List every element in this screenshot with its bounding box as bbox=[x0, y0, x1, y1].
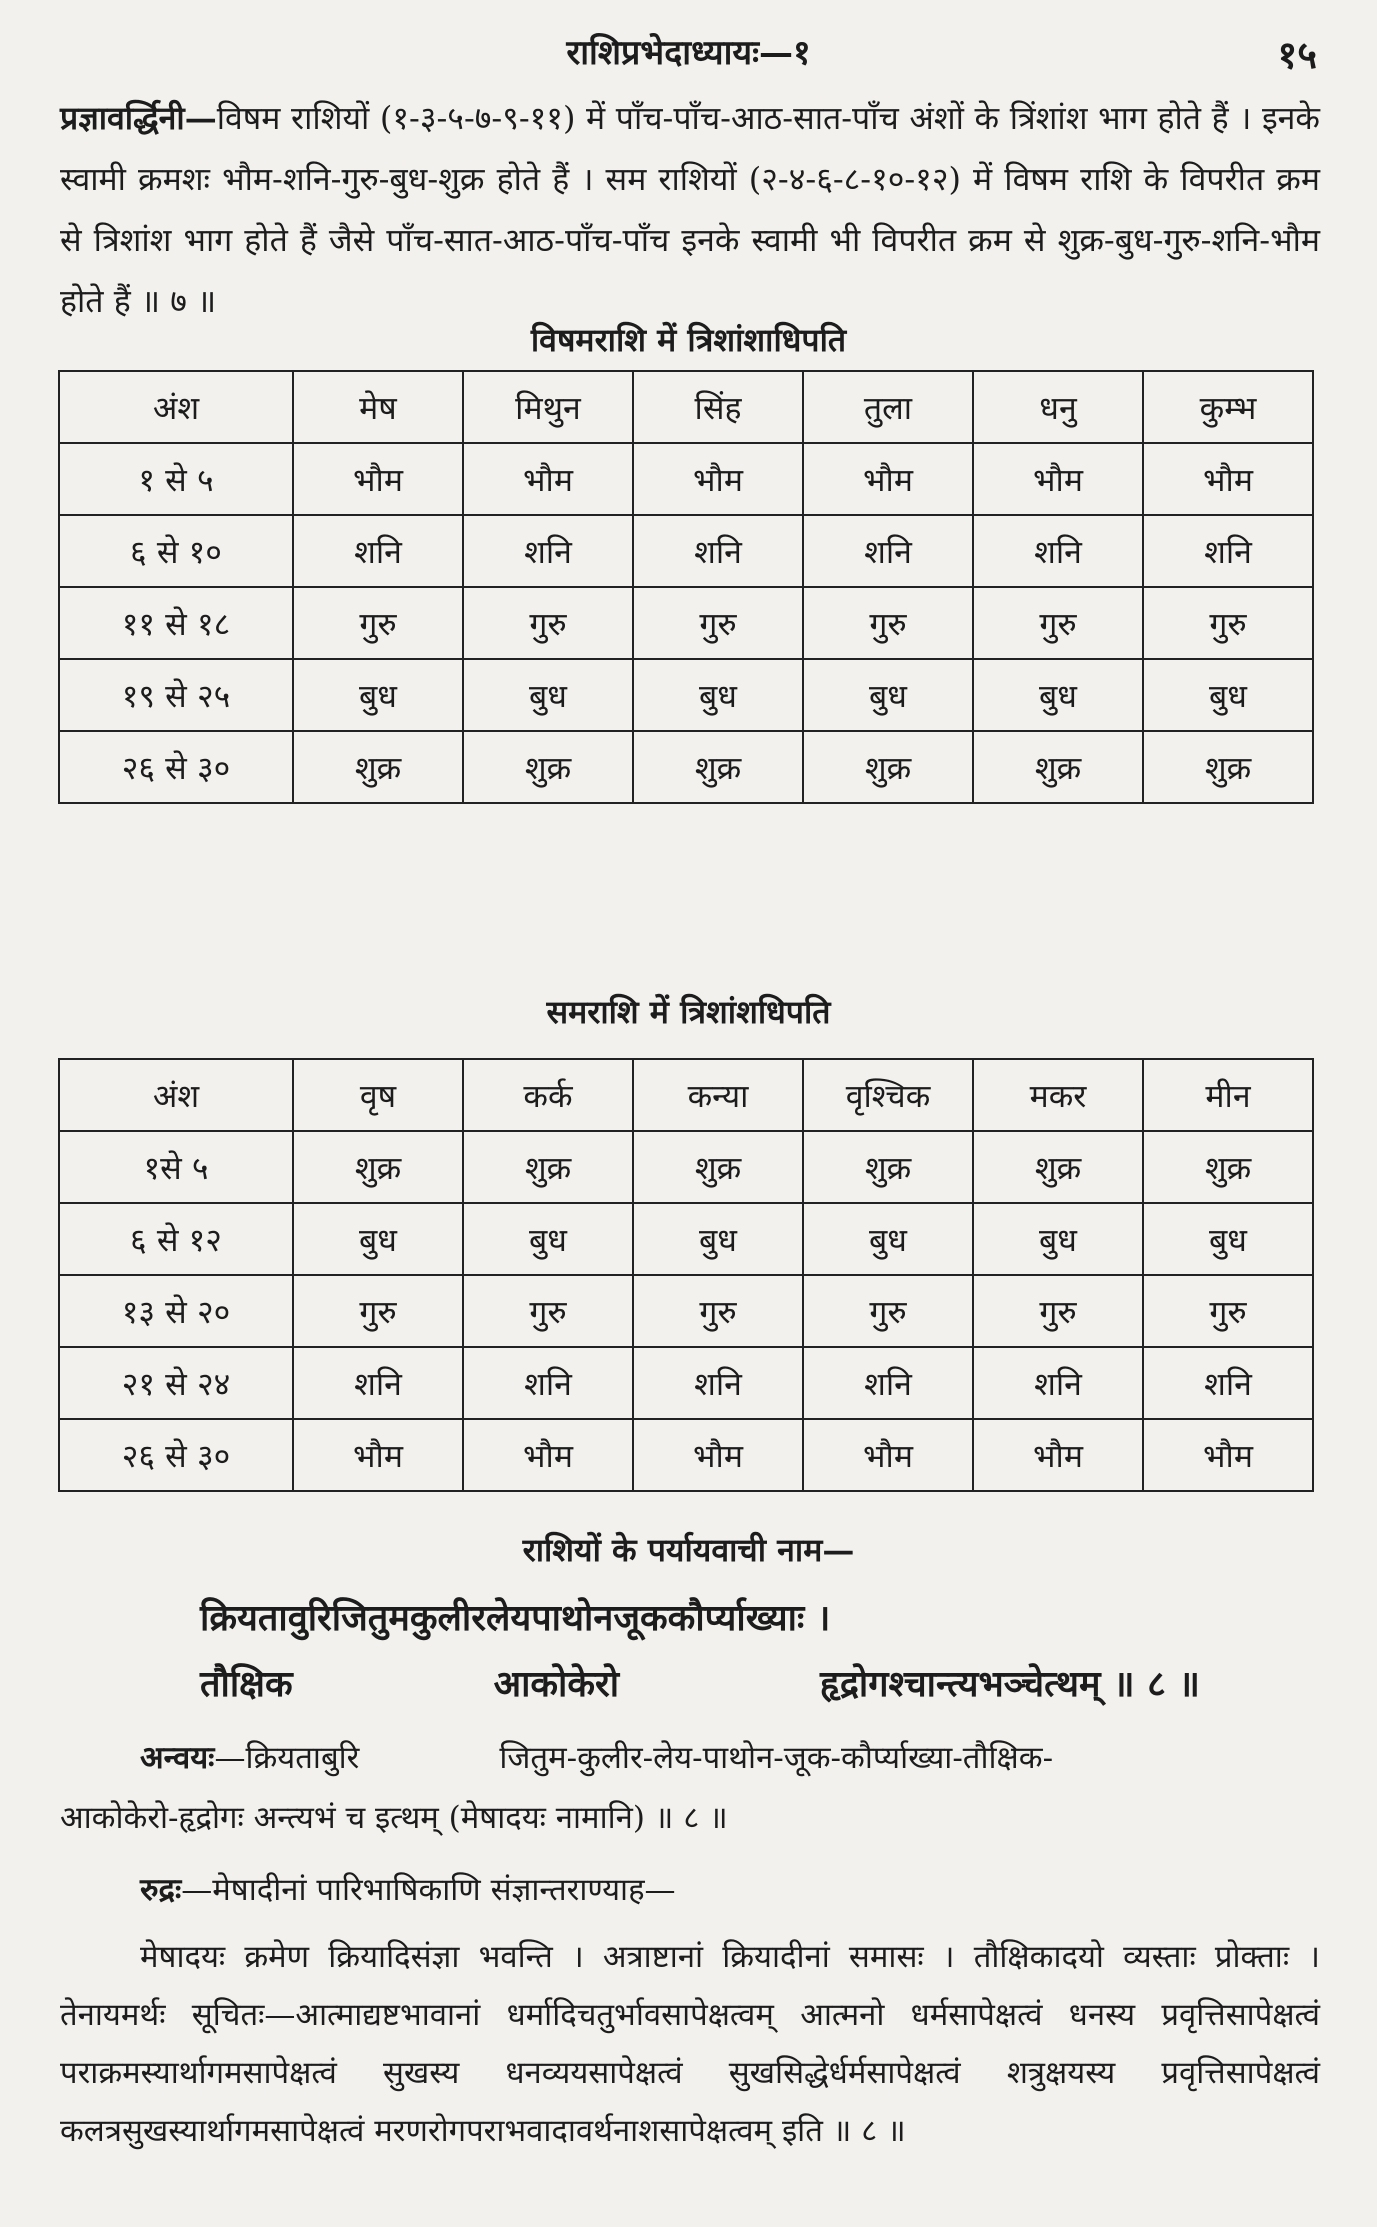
rudra-intro-text: —मेषादीनां पारिभाषिकाणि संज्ञान्तराण्याह— bbox=[181, 1872, 676, 1908]
rudra-text: मेषादयः क्रमेण क्रियादिसंज्ञा भवन्ति । अत्राष्टानां क्रियादीनां समासः । तौक्षिकादयो व्यस्ताः प्रोक्ताः । तेनायमर्थः सूचितः—आत्माद्यष्टभावानां धर्मादिचतुर्भावसापेक्षत्वम् आत्मनो धर्मसापेक्षत्वं धनस्य प्रवृत्तिसापेक्षत्वं पराक्रमस्यार्थागमसापेक्षत्वं सुखस्य धनव्ययसापेक्षत्वं सुखसिद्धेर्धर्मसापेक्षत्वं शत्रुक्षयस्य प्रवृत्तिसापेक्षत्वं कलत्रसुखस्यार्थागमसापेक्षत्वं मरणरोगपराभवादावर्थनाशसापेक्षत्वम् इति ॥ ८ ॥ bbox=[60, 1939, 1320, 2149]
table-cell: शुक्र bbox=[293, 1131, 463, 1203]
table-header-cell: मिथुन bbox=[463, 371, 633, 443]
table-cell: शनि bbox=[973, 515, 1143, 587]
table-cell: गुरु bbox=[973, 587, 1143, 659]
rudra-intro bbox=[140, 1860, 1320, 1920]
table-cell: भौम bbox=[803, 1419, 973, 1491]
table-cell: बुध bbox=[1143, 1203, 1313, 1275]
table-header-cell: वृष bbox=[293, 1059, 463, 1131]
verse-word: आकोकेरो bbox=[493, 1663, 620, 1705]
table-row bbox=[59, 1419, 1313, 1491]
sanskrit-verse bbox=[200, 1585, 1200, 1717]
table-cell: भौम bbox=[973, 443, 1143, 515]
table-header-row bbox=[59, 1059, 1313, 1131]
odd-sign-trimshamsha-table bbox=[58, 370, 1314, 804]
table-cell: गुरु bbox=[803, 587, 973, 659]
table-cell: बुध bbox=[293, 659, 463, 731]
table-header-cell: मीन bbox=[1143, 1059, 1313, 1131]
table-cell: शुक्र bbox=[633, 1131, 803, 1203]
table-header-cell: तुला bbox=[803, 371, 973, 443]
table-cell: बुध bbox=[1143, 659, 1313, 731]
table-cell: गुरु bbox=[1143, 1275, 1313, 1347]
table-cell: शुक्र bbox=[973, 1131, 1143, 1203]
table-header-cell: धनु bbox=[973, 371, 1143, 443]
table-cell: शुक्र bbox=[1143, 731, 1313, 803]
table-header-cell: मकर bbox=[973, 1059, 1143, 1131]
table-cell: १९ से २५ bbox=[59, 659, 293, 731]
table-cell: ६ से १० bbox=[59, 515, 293, 587]
table-cell: भौम bbox=[803, 443, 973, 515]
anvaya-text-a: —क्रियताबुरि bbox=[214, 1740, 360, 1776]
even-sign-trimshamsha-table bbox=[58, 1058, 1314, 1492]
table-cell: भौम bbox=[293, 443, 463, 515]
table-cell: १से ५ bbox=[59, 1131, 293, 1203]
table-cell: भौम bbox=[633, 1419, 803, 1491]
table-cell: भौम bbox=[293, 1419, 463, 1491]
table-row bbox=[59, 1275, 1313, 1347]
table-cell: शनि bbox=[633, 515, 803, 587]
table-row bbox=[59, 443, 1313, 515]
table-row bbox=[59, 515, 1313, 587]
even-table-title: समराशि में त्रिशांशधिपति bbox=[546, 993, 831, 1031]
table-cell: बुध bbox=[463, 1203, 633, 1275]
table-cell: गुरु bbox=[1143, 587, 1313, 659]
table-cell: शनि bbox=[973, 1347, 1143, 1419]
prajna-paragraph bbox=[60, 88, 1320, 332]
table-header-cell: वृश्चिक bbox=[803, 1059, 973, 1131]
table-header-cell: कर्क bbox=[463, 1059, 633, 1131]
table-cell: गुरु bbox=[293, 1275, 463, 1347]
table-cell: बुध bbox=[463, 659, 633, 731]
page-number: १५ bbox=[1277, 32, 1317, 77]
table-header-cell: कन्या bbox=[633, 1059, 803, 1131]
table-header-cell: सिंह bbox=[633, 371, 803, 443]
table-header-cell: अंश bbox=[59, 1059, 293, 1131]
table-cell: भौम bbox=[463, 1419, 633, 1491]
table-cell: गुरु bbox=[463, 1275, 633, 1347]
page-header bbox=[0, 28, 1377, 88]
rudra-label: रुद्रः bbox=[140, 1872, 182, 1908]
anvaya-label: अन्वयः bbox=[140, 1740, 215, 1776]
table-cell: बुध bbox=[633, 1203, 803, 1275]
table-cell: शनि bbox=[1143, 515, 1313, 587]
table-cell: भौम bbox=[633, 443, 803, 515]
anvaya-text-b: जितुम-कुलीर-लेय-पाथोन-जूक-कौर्प्याख्या-तौक्षिक- bbox=[499, 1740, 1054, 1776]
table-cell: २६ से ३० bbox=[59, 1419, 293, 1491]
table-cell: गुरु bbox=[973, 1275, 1143, 1347]
table-cell: बुध bbox=[633, 659, 803, 731]
table-cell: ६ से १२ bbox=[59, 1203, 293, 1275]
table-cell: गुरु bbox=[633, 587, 803, 659]
table-cell: गुरु bbox=[293, 587, 463, 659]
table-cell: १३ से २० bbox=[59, 1275, 293, 1347]
table-cell: बुध bbox=[293, 1203, 463, 1275]
table-cell: बुध bbox=[973, 1203, 1143, 1275]
table-row bbox=[59, 587, 1313, 659]
table-cell: शनि bbox=[633, 1347, 803, 1419]
table-cell: शनि bbox=[293, 515, 463, 587]
prajna-text: विषम राशियों (१-३-५-७-९-११) में पाँच-पाँच-आठ-सात-पाँच अंशों के त्रिंशांश भाग होते हैं । इनके स्वामी क्रमशः भौम-शनि-गुरु-बुध-शुक्र होते हैं । सम राशियों (२-४-६-८-१०-१२) में विषम राशि के विपरीत क्रम से त्रिशांश भाग होते हैं जैसे पाँच-सात-आठ-पाँच-पाँच इनके स्वामी भी विपरीत क्रम से शुक्र-बुध-गुरु-शनि-भौम होते हैं ॥ ७ ॥ bbox=[60, 99, 1320, 320]
table-cell: शुक्र bbox=[1143, 1131, 1313, 1203]
table-row bbox=[59, 731, 1313, 803]
table-cell: ११ से १८ bbox=[59, 587, 293, 659]
table-cell: २६ से ३० bbox=[59, 731, 293, 803]
table-cell: शुक्र bbox=[293, 731, 463, 803]
prajna-label: प्रज्ञावर्द्धिनी— bbox=[60, 99, 217, 137]
table-cell: गुरु bbox=[803, 1275, 973, 1347]
table-cell: बुध bbox=[803, 1203, 973, 1275]
anvaya-line bbox=[140, 1728, 1320, 1788]
verse-line-1: क्रियतावुरिजितुमकुलीरलेयपाथोनजूककौर्प्याख्याः । bbox=[200, 1597, 831, 1639]
table-cell: शनि bbox=[463, 515, 633, 587]
table-cell: भौम bbox=[1143, 443, 1313, 515]
table-row bbox=[59, 1131, 1313, 1203]
table-cell: शुक्र bbox=[633, 731, 803, 803]
table-cell: शनि bbox=[803, 1347, 973, 1419]
table-cell: भौम bbox=[1143, 1419, 1313, 1491]
table-cell: शुक्र bbox=[463, 1131, 633, 1203]
table-cell: शुक्र bbox=[803, 1131, 973, 1203]
running-title: राशिप्रभेदाध्यायः—१ bbox=[566, 33, 811, 73]
odd-table-title: विषमराशि में त्रिशांशाधिपति bbox=[530, 321, 847, 359]
table-row bbox=[59, 1203, 1313, 1275]
table-cell: बुध bbox=[973, 659, 1143, 731]
table-header-cell: कुम्भ bbox=[1143, 371, 1313, 443]
table-cell: बुध bbox=[803, 659, 973, 731]
synonyms-heading: राशियों के पर्यायवाची नाम— bbox=[522, 1531, 855, 1569]
table-cell: शनि bbox=[463, 1347, 633, 1419]
table-header-cell: अंश bbox=[59, 371, 293, 443]
verse-word: तौक्षिक bbox=[200, 1663, 293, 1705]
table-cell: शनि bbox=[293, 1347, 463, 1419]
verse-line-2 bbox=[200, 1651, 1200, 1717]
table-cell: २१ से २४ bbox=[59, 1347, 293, 1419]
table-cell: शुक्र bbox=[803, 731, 973, 803]
anvaya-continuation: आकोकेरो-हृद्रोगः अन्त्यभं च इत्थम् (मेषादयः नामानि) ॥ ८ ॥ bbox=[60, 1800, 728, 1836]
table-cell: शनि bbox=[1143, 1347, 1313, 1419]
table-header-row bbox=[59, 371, 1313, 443]
table-row bbox=[59, 1347, 1313, 1419]
verse-word: हृद्रोगश्चान्त्यभञ्चेत्थम् ॥ ८ ॥ bbox=[820, 1663, 1200, 1705]
table-cell: गुरु bbox=[633, 1275, 803, 1347]
table-cell: शुक्र bbox=[973, 731, 1143, 803]
table-cell: भौम bbox=[463, 443, 633, 515]
rudra-commentary bbox=[60, 1928, 1320, 2160]
table-cell: गुरु bbox=[463, 587, 633, 659]
table-row bbox=[59, 659, 1313, 731]
table-cell: १ से ५ bbox=[59, 443, 293, 515]
table-header-cell: मेष bbox=[293, 371, 463, 443]
table-cell: भौम bbox=[973, 1419, 1143, 1491]
table-cell: शुक्र bbox=[463, 731, 633, 803]
table-cell: शनि bbox=[803, 515, 973, 587]
